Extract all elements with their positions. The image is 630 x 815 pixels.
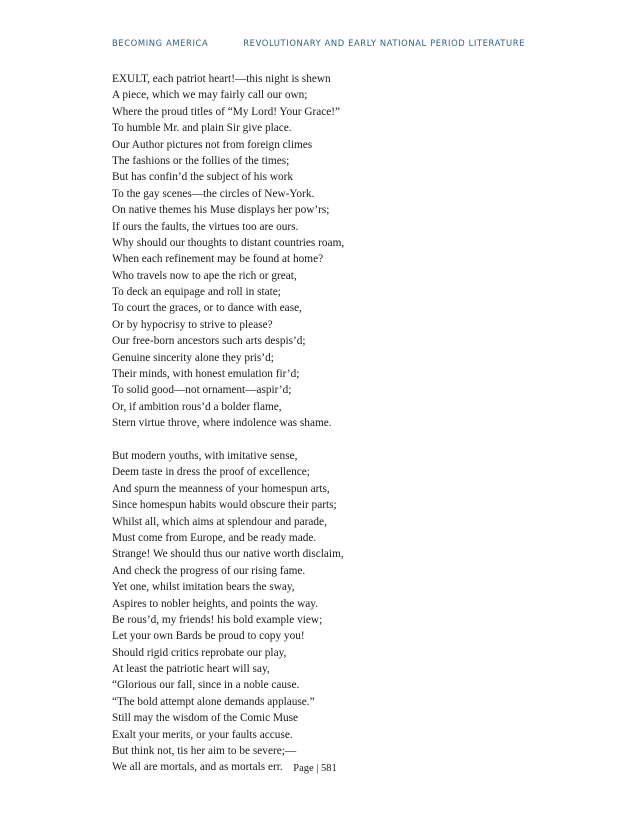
- poem-line: Our free-born ancestors such arts despis’d;: [112, 335, 306, 348]
- poem-line: And check the progress of our rising fame.: [112, 564, 306, 577]
- poem-line: At least the patriotic heart will say,: [112, 663, 270, 676]
- stanza-2: [112, 448, 532, 776]
- poem-line: The fashions or the follies of the times;: [112, 154, 290, 167]
- poem-line: Let your own Bards be proud to copy you!: [112, 630, 305, 643]
- poem-line: But modern youths, with imitative sense,: [112, 449, 298, 462]
- poem-line: Must come from Europe, and be ready made.: [112, 531, 317, 544]
- poem-line: To deck an equipage and roll in state;: [112, 286, 281, 299]
- poem-line: Be rous’d, my friends! his bold example view;: [112, 613, 323, 626]
- poem-line: On native themes his Muse displays her pow’rs;: [112, 204, 330, 217]
- poem-line: Yet one, whilst imitation bears the sway,: [112, 581, 295, 594]
- poem-line: Deem taste in dress the proof of excellence;: [112, 466, 310, 479]
- header-book-title: BECOMING AMERICA: [112, 38, 209, 48]
- poem-line: Still may the wisdom of the Comic Muse: [112, 712, 299, 725]
- poem-line: Genuine sincerity alone they pris’d;: [112, 351, 274, 364]
- poem-line: Why should our thoughts to distant countries roam,: [112, 236, 345, 249]
- page-footer: [0, 763, 630, 774]
- page-number: Page | 581: [293, 763, 337, 774]
- poem-line: Or by hypocrisy to strive to please?: [112, 318, 273, 331]
- poem-line: We all are mortals, and as mortals err.: [112, 761, 283, 774]
- poem-line: Whilst all, which aims at splendour and parade,: [112, 515, 327, 528]
- poem: [112, 71, 532, 776]
- poem-line: And spurn the meanness of your homespun arts,: [112, 482, 330, 495]
- poem-line: Strange! We should thus our native worth disclaim,: [112, 548, 344, 561]
- poem-line: Our Author pictures not from foreign climes: [112, 138, 313, 151]
- poem-line: Who travels now to ape the rich or great,: [112, 269, 297, 282]
- poem-line: EXULT, each patriot heart!—this night is shewn: [112, 73, 331, 85]
- poem-line: To the gay scenes—the circles of New-York.: [112, 187, 315, 200]
- poem-line: To court the graces, or to dance with ease,: [112, 302, 302, 315]
- poem-line: “Glorious our fall, since in a noble cause.: [112, 679, 300, 692]
- poem-line: When each refinement may be found at home?: [112, 253, 324, 266]
- header-section-title: REVOLUTIONARY AND EARLY NATIONAL PERIOD LITERATURE: [243, 38, 526, 48]
- stanza-break: [112, 432, 532, 448]
- poem-line: To solid good—not ornament—aspir’d;: [112, 384, 292, 397]
- poem-line: Aspires to nobler heights, and points the way.: [112, 597, 319, 610]
- poem-line: Or, if ambition rous’d a bolder flame,: [112, 400, 282, 413]
- poem-line: Their minds, with honest emulation fir’d;: [112, 368, 300, 381]
- poem-line: If ours the faults, the virtues too are ours.: [112, 220, 299, 233]
- poem-line: Stern virtue throve, where indolence was shame.: [112, 417, 332, 430]
- poem-line: Exalt your merits, or your faults accuse.: [112, 728, 293, 741]
- running-header: [112, 38, 532, 48]
- poem-line: But think not, tis her aim to be severe;—: [112, 745, 297, 758]
- poem-line: To humble Mr. and plain Sir give place.: [112, 122, 292, 135]
- poem-line: A piece, which we may fairly call our own;: [112, 89, 308, 102]
- poem-line: Should rigid critics reprobate our play,: [112, 646, 287, 659]
- poem-line: “The bold attempt alone demands applause.”: [112, 695, 315, 708]
- poem-line: But has confin’d the subject of his work: [112, 171, 294, 184]
- poem-line: Since homespun habits would obscure their parts;: [112, 499, 337, 512]
- stanza-1: [112, 71, 532, 432]
- poem-line: Where the proud titles of “My Lord! Your Grace!”: [112, 105, 341, 118]
